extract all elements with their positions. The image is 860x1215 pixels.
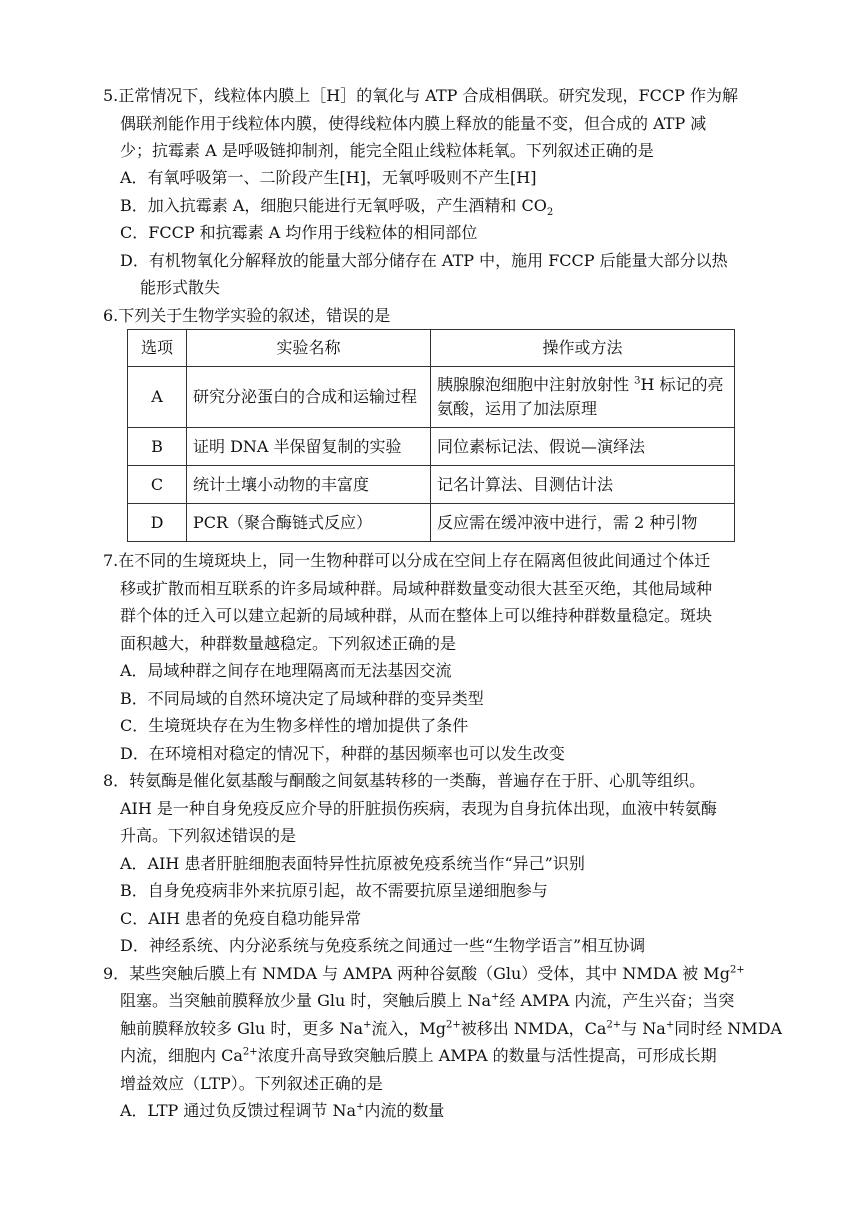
q7-stem-line-4: 面积越大，种群数量越稳定。下列叙述正确的是 (120, 634, 457, 653)
row-method: 反应需在缓冲液中进行，需 2 种引物 (431, 504, 735, 542)
row-experiment-name: 证明 DNA 半保留复制的实验 (187, 428, 431, 466)
q5-option-d-line-2: 能形式散失 (140, 278, 221, 297)
table-header-row (128, 330, 735, 367)
row-experiment-name: 统计土壤小动物的丰富度 (187, 466, 431, 504)
q9-stem-line-5: 增益效应（LTP）。下列叙述正确的是 (120, 1074, 383, 1093)
q5-option-d-line-1: D．有机物氧化分解释放的能量大部分储存在 ATP 中，施用 FCCP 后能量大部分以热 (120, 251, 728, 270)
experiment-table (127, 329, 735, 542)
q7-stem-line-1: 7.在不同的生境斑块上，同一生物种群可以分成在空间上存在隔离但彼此间通过个体迁 (103, 551, 711, 570)
q8-option-b: B．自身免疫病非外来抗原引起，故不需要抗原呈递细胞参与 (120, 881, 548, 900)
q7-option-a: A．局域种群之间存在地理隔离而无法基因交流 (120, 661, 452, 680)
q5-stem-line-2: 偶联剂能作用于线粒体内膜，使得线粒体内膜上释放的能量不变，但合成的 ATP 减 (120, 114, 707, 133)
table-row (128, 367, 735, 428)
q7-option-d: D．在环境相对稳定的情况下，种群的基因频率也可以发生改变 (120, 744, 565, 763)
q8-option-d: D．神经系统、内分泌系统与免疫系统之间通过一些“生物学语言”相互协调 (120, 936, 646, 955)
q9-stem-line-2: 阻塞。当突触前膜释放少量 Glu 时，突触后膜上 Na+经 AMPA 内流，产生兴奋；当突 (120, 991, 735, 1010)
q8-stem-line-1: 8．转氨酶是催化氨基酸与酮酸之间氨基转移的一类酶，普遍存在于肝、心肌等组织。 (103, 771, 706, 790)
q7-stem-line-3: 群个体的迁入可以建立起新的局域种群，从而在整体上可以维持种群数量稳定。斑块 (120, 606, 713, 625)
q5-option-a: A．有氧呼吸第一、二阶段产生[H]，无氧呼吸则不产生[H] (120, 168, 537, 187)
q8-stem-line-2: AIH 是一种自身免疫反应介导的肝脏损伤疾病，表现为自身抗体出现，血液中转氨酶 (120, 799, 717, 818)
row-option: A (128, 367, 187, 428)
q5-stem-line-1: 5.正常情况下，线粒体内膜上［H］的氧化与 ATP 合成相偶联。研究发现，FCCP 作为解 (103, 86, 738, 105)
table-row (128, 428, 735, 466)
q9-stem-line-4: 内流，细胞内 $Ca^{2+}$浓度升高导致突触后膜上 AMPA 的数量与活性提高，可形成长期 (120, 1046, 717, 1065)
table-row (128, 504, 735, 542)
q7-option-c: C．生境斑块存在为生物多样性的增加提供了条件 (120, 716, 469, 735)
header-method: 操作或方法 (431, 330, 735, 367)
q8-option-a: A．AIH 患者肝脏细胞表面特异性抗原被免疫系统当作“异己”识别 (120, 854, 585, 873)
q9-option-a: A．LTP 通过负反馈过程调节 Na+内流的数量 (120, 1101, 445, 1120)
q5-option-b: B．加入抗霉素 A，细胞只能进行无氧呼吸，产生酒精和 $CO_2$ (120, 196, 554, 219)
row-method: 记名计算法、目测估计法 (431, 466, 735, 504)
q6-stem: 6.下列关于生物学实验的叙述，错误的是 (103, 306, 391, 325)
row-experiment-name: PCR（聚合酶链式反应） (187, 504, 431, 542)
q9-stem-line-1: 9．某些突触后膜上有 NMDA 与 AMPA 两种谷氨酸（Glu）受体，其中 NMDA 被 $Mg^{2+}$ (103, 964, 745, 983)
row-experiment-name: 研究分泌蛋白的合成和运输过程 (187, 367, 431, 428)
table-row (128, 466, 735, 504)
q8-option-c: C．AIH 患者的免疫自稳功能异常 (120, 909, 362, 928)
row-option: C (128, 466, 187, 504)
q5-stem-line-3: 少；抗霉素 A 是呼吸链抑制剂，能完全阻止线粒体耗氧。下列叙述正确的是 (120, 141, 654, 160)
q5-option-c: C．FCCP 和抗霉素 A 均作用于线粒体的相同部位 (120, 223, 478, 242)
q7-option-b: B．不同局域的自然环境决定了局域种群的变异类型 (120, 689, 484, 708)
row-method: 胰腺腺泡细胞中注射放射性 $^3$H 标记的亮氨酸，运用了加法原理 (431, 367, 735, 428)
row-method: 同位素标记法、假说—演绎法 (431, 428, 735, 466)
header-option: 选项 (128, 330, 187, 367)
header-experiment-name: 实验名称 (187, 330, 431, 367)
q7-stem-line-2: 移或扩散而相互联系的许多局域种群。局域种群数量变动很大甚至灭绝，其他局域种 (120, 579, 713, 598)
row-option: D (128, 504, 187, 542)
q8-stem-line-3: 升高。下列叙述错误的是 (120, 826, 297, 845)
row-option: B (128, 428, 187, 466)
q9-stem-line-3: 触前膜释放较多 Glu 时，更多 Na+流入，$Mg^{2+}$被移出 NMDA，$Ca^{2+}$与 Na+同时经 NMDA (120, 1019, 783, 1038)
